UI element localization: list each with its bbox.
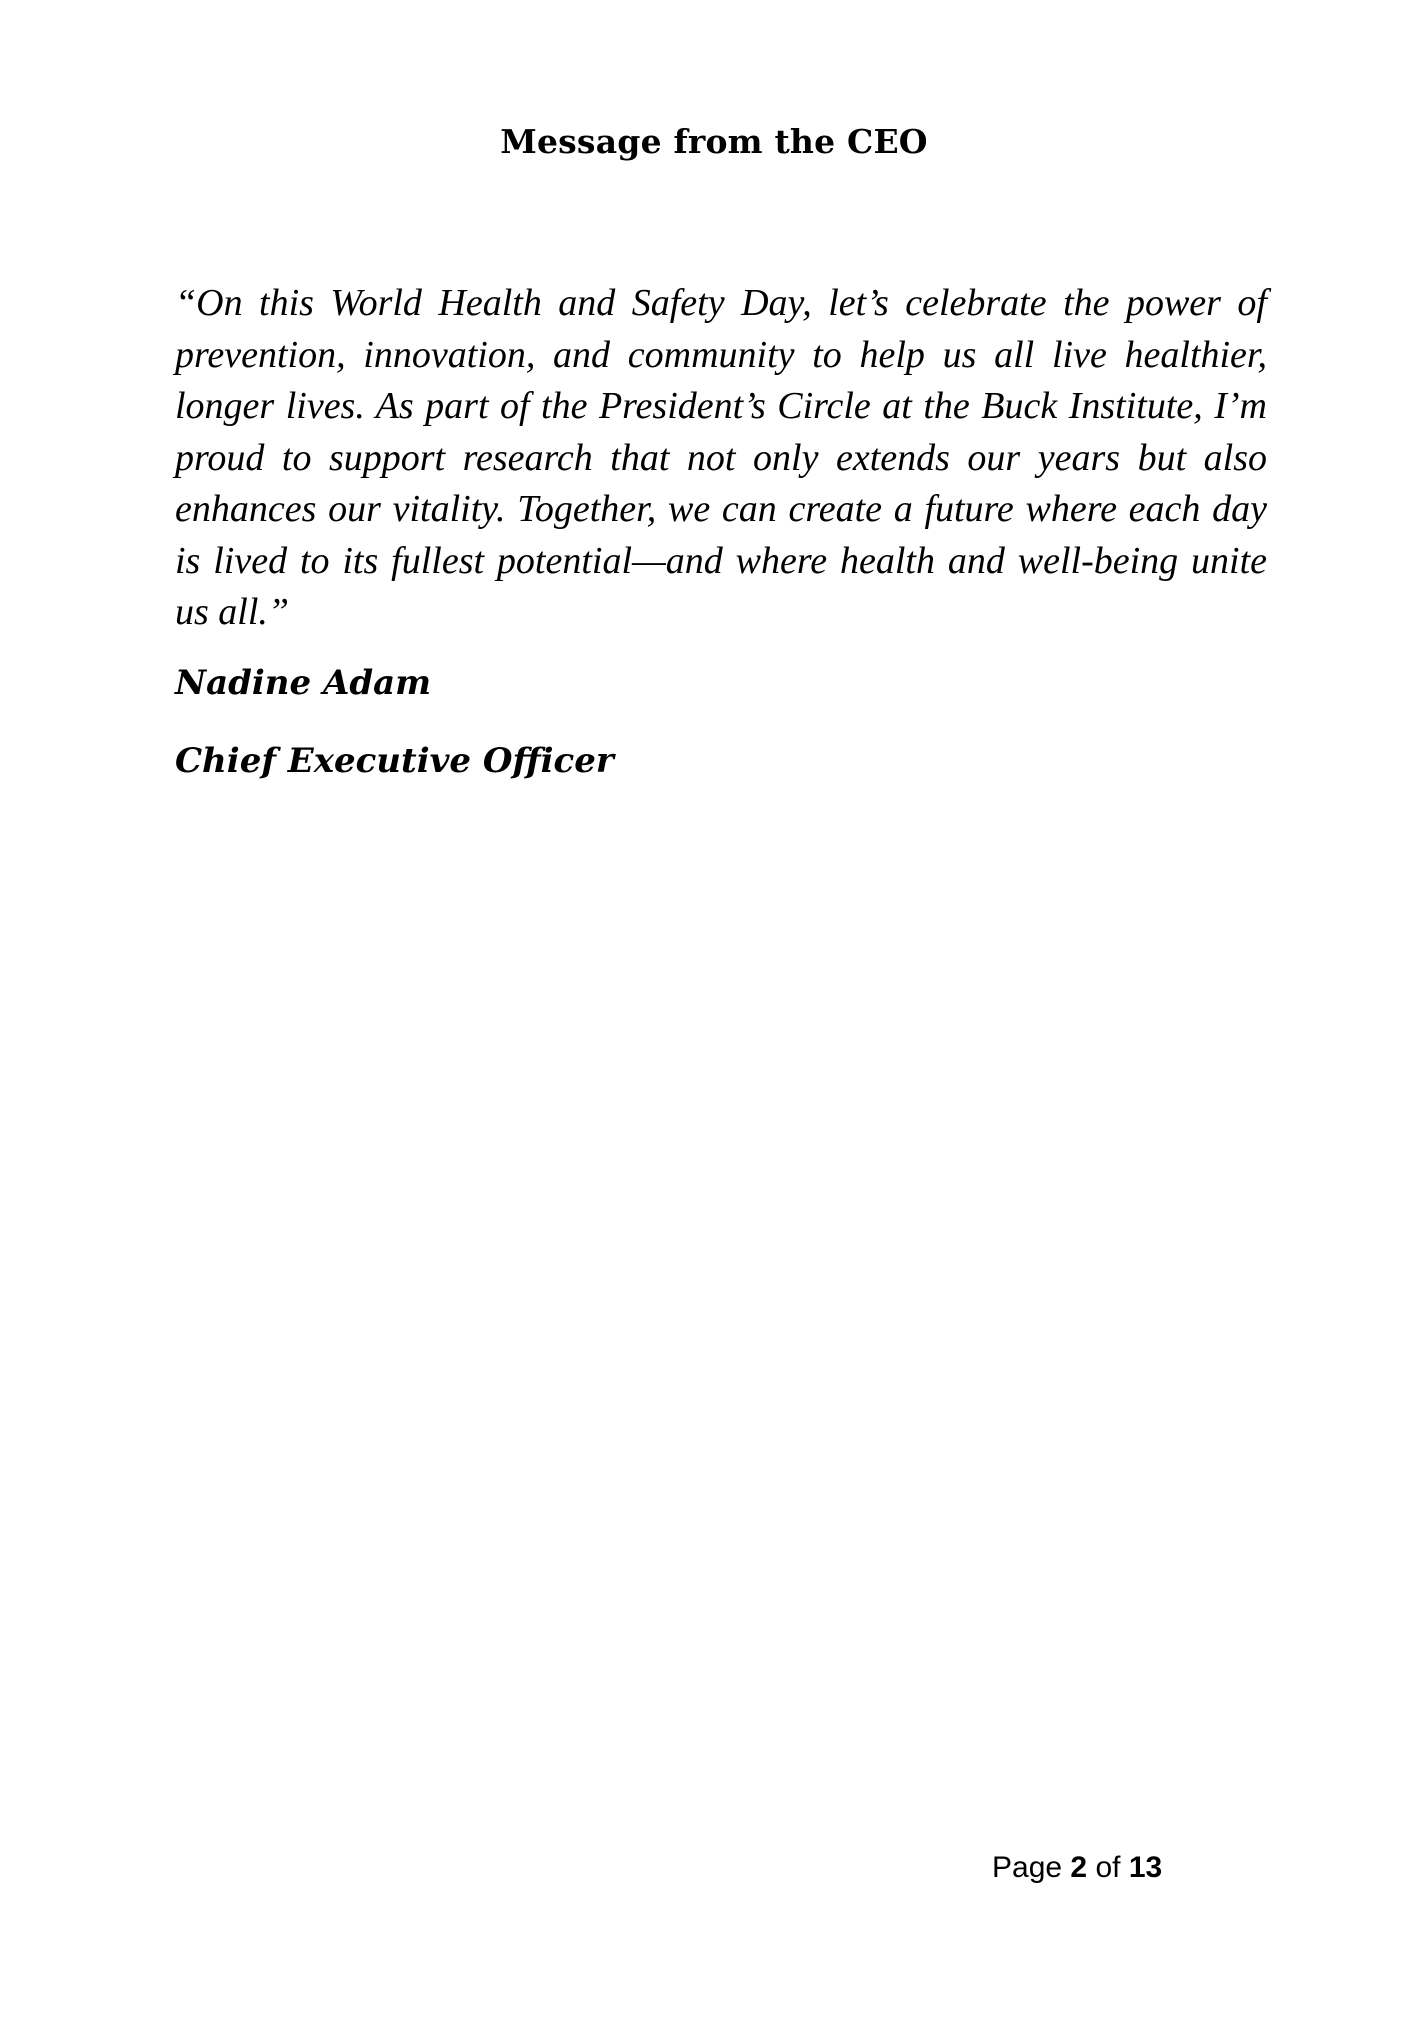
signatory-title: Chief Executive Officer xyxy=(175,741,614,781)
of-label: of xyxy=(1095,1851,1121,1884)
page-number-footer xyxy=(992,1851,1162,1885)
total-pages-number: 13 xyxy=(1128,1851,1163,1884)
page-label: Page xyxy=(992,1851,1063,1884)
current-page-number: 2 xyxy=(1070,1851,1088,1884)
page-title: Message from the CEO xyxy=(500,122,928,161)
signatory-name: Nadine Adam xyxy=(175,663,432,703)
ceo-quote: “On this World Health and Safety Day, let’s celebrate the power of prevention, innovation, and community to help us all live healthier, longer lives. As part of the President’s Circle at the Buck Institute, I’m proud to support research that not only extends our years but also enhances our vitality. Together, we can create a future where each day is lived to its fullest potential—and where health and well-being unite us all.” xyxy=(175,282,1267,633)
